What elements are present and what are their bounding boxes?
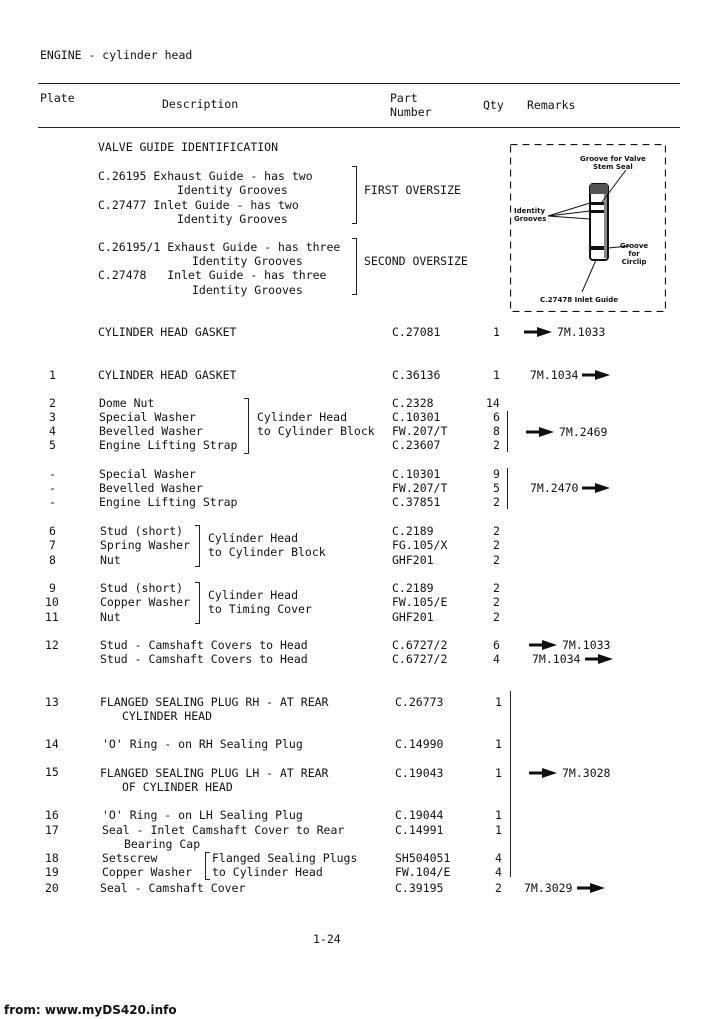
figure-caption: C.27478 Inlet Guide [540, 296, 618, 304]
gasket-a-remark: 7M.1033 [557, 325, 606, 339]
r17-qty: 1 [495, 823, 502, 837]
page-title: ENGINE - cylinder head [40, 48, 193, 62]
r13-plate: 13 [45, 695, 59, 709]
g4-desc: Copper Washer [100, 595, 191, 609]
g4-part: GHF201 [392, 610, 434, 624]
valve-guide-first-4: Identity Grooves [177, 212, 288, 226]
figure-label-identity: Identity Grooves [514, 207, 547, 223]
g2-qty: 9 [493, 467, 500, 481]
second-oversize-bracket [352, 238, 357, 295]
arrow-right-icon [526, 427, 554, 437]
r18-desc: Setscrew [102, 851, 158, 865]
r15-desc: OF CYLINDER HEAD [122, 780, 233, 794]
g1-qty: 2 [493, 438, 500, 452]
valve-guide-second-1: C.26195/1 Exhaust Guide - has three [98, 240, 341, 254]
r13-part: C.26773 [395, 695, 444, 709]
gasket-b-desc: CYLINDER HEAD GASKET [98, 368, 237, 382]
header-rule-top [38, 83, 680, 84]
g1-desc: Dome Nut [99, 396, 155, 410]
header-description: Description [162, 97, 239, 111]
g2-part: C.37851 [392, 495, 441, 509]
r12-desc: Stud - Camshaft Covers to Head [100, 638, 308, 652]
gasket-a-qty: 1 [493, 325, 500, 339]
g3-plate: 8 [49, 553, 56, 567]
g1-desc: Special Washer [99, 410, 196, 424]
r17-plate: 17 [45, 823, 59, 837]
g1-qty: 8 [493, 424, 500, 438]
arrow-right-icon [529, 640, 557, 650]
g2-remark-bar [507, 468, 508, 509]
header-rule-bottom [38, 127, 680, 128]
g2-part: C.10301 [392, 467, 441, 481]
header-number: Number [390, 105, 432, 119]
g2-desc: Engine Lifting Strap [99, 495, 238, 509]
r15-qty: 1 [495, 766, 502, 780]
valve-guide-second-4: Identity Grooves [192, 283, 303, 297]
g1-desc: Engine Lifting Strap [99, 438, 238, 452]
g3-group-1: Cylinder Head [208, 531, 299, 545]
r19-desc: Copper Washer [102, 865, 193, 879]
r18-19-group-1: Flanged Sealing Plugs [212, 851, 358, 865]
r18-qty: 4 [495, 851, 502, 865]
r12-remark: 7M.1034 [532, 652, 581, 666]
g2-remark: 7M.2470 [530, 481, 579, 495]
r17-desc: Seal - Inlet Camshaft Cover to Rear [102, 823, 345, 837]
r14-part: C.14990 [395, 737, 444, 751]
valve-guide-first-2: Identity Grooves [177, 183, 288, 197]
r20-qty: 2 [495, 881, 502, 895]
g1-part: C.10301 [392, 410, 441, 424]
g2-part: FW.207/T [392, 481, 448, 495]
r13-desc: FLANGED SEALING PLUG RH - AT REAR [100, 695, 329, 709]
g4-group-2: to Timing Cover [208, 602, 312, 616]
g4-group-1: Cylinder Head [208, 588, 299, 602]
r18-19-group-2: to Cylinder Head [212, 865, 323, 879]
g1-desc: Bevelled Washer [99, 424, 203, 438]
r18-19-bracket [205, 852, 210, 880]
g3-part: FG.105/X [392, 538, 448, 552]
r16-desc: 'O' Ring - on LH Sealing Plug [102, 808, 303, 822]
g3-group-2: to Cylinder Block [208, 545, 326, 559]
r13-19-remark-bar [510, 691, 511, 877]
g3-bracket [195, 525, 200, 567]
r16-part: C.19044 [395, 808, 444, 822]
r15-desc: FLANGED SEALING PLUG LH - AT REAR [100, 766, 329, 780]
r14-qty: 1 [495, 737, 502, 751]
g2-plate: - [49, 495, 56, 509]
header-plate: Plate [40, 91, 75, 105]
g1-part: C.23607 [392, 438, 441, 452]
r12-desc: Stud - Camshaft Covers to Head [100, 652, 308, 666]
r20-remark: 7M.3029 [524, 881, 573, 895]
header-qty: Qty [483, 98, 504, 112]
valve-guide-figure [510, 144, 666, 312]
r14-plate: 14 [45, 737, 59, 751]
g1-group-1: Cylinder Head [257, 410, 348, 424]
r13-desc: CYLINDER HEAD [122, 709, 213, 723]
g1-remark: 7M.2469 [559, 425, 608, 439]
r14-desc: 'O' Ring - on RH Sealing Plug [102, 737, 303, 751]
gasket-b-qty: 1 [493, 368, 500, 382]
g3-desc: Nut [100, 553, 121, 567]
r12-plate: 12 [45, 638, 59, 652]
g3-desc: Spring Washer [100, 538, 191, 552]
gasket-b-part: C.36136 [392, 368, 441, 382]
g2-plate: - [49, 467, 56, 481]
figure-label-groove-seal: Groove for Valve Stem Seal [580, 155, 646, 171]
figure-label-groove-circlip: Groove for Circlip [620, 242, 649, 266]
g3-part: C.2189 [392, 524, 434, 538]
g3-plate: 7 [49, 538, 56, 552]
r20-part: C.39195 [395, 881, 444, 895]
r13-qty: 1 [495, 695, 502, 709]
arrow-right-icon [585, 654, 613, 664]
r20-desc: Seal - Camshaft Cover [100, 881, 246, 895]
page-number: 1-24 [313, 932, 341, 946]
g3-plate: 6 [49, 524, 56, 538]
arrow-right-icon [577, 883, 605, 893]
g1-remark-bar [507, 411, 508, 452]
g2-desc: Special Washer [99, 467, 196, 481]
g2-plate: - [49, 481, 56, 495]
g2-desc: Bevelled Washer [99, 481, 203, 495]
r16-qty: 1 [495, 808, 502, 822]
r12-remark: 7M.1033 [562, 638, 611, 652]
valve-guide-title: VALVE GUIDE IDENTIFICATION [98, 140, 279, 154]
g3-desc: Stud (short) [100, 524, 184, 538]
valve-guide-second-3: C.27478 Inlet Guide - has three [98, 268, 327, 282]
g4-desc: Nut [100, 610, 121, 624]
gasket-b-plate: 1 [49, 368, 56, 382]
r19-qty: 4 [495, 865, 502, 879]
r12-qty: 6 [493, 638, 500, 652]
r18-plate: 18 [45, 851, 59, 865]
g3-qty: 2 [493, 524, 500, 538]
g3-part: GHF201 [392, 553, 434, 567]
g1-qty: 14 [486, 396, 500, 410]
g1-plate: 2 [49, 396, 56, 410]
valve-guide-first-1: C.26195 Exhaust Guide - has two [98, 169, 313, 183]
r15-remark: 7M.3028 [562, 766, 611, 780]
g1-part: C.2328 [392, 396, 434, 410]
header-part: Part [390, 91, 418, 105]
r20-plate: 20 [45, 881, 59, 895]
g3-qty: 2 [493, 553, 500, 567]
arrow-right-icon [524, 327, 552, 337]
valve-guide-second-2: Identity Grooves [192, 254, 303, 268]
r12-part: C.6727/2 [392, 652, 448, 666]
g4-plate: 11 [45, 610, 59, 624]
r15-part: C.19043 [395, 766, 444, 780]
g1-plate: 4 [49, 424, 56, 438]
g4-part: FW.105/E [392, 595, 448, 609]
g1-qty: 6 [493, 410, 500, 424]
r18-part: SH504051 [395, 851, 451, 865]
g4-desc: Stud (short) [100, 581, 184, 595]
g4-plate: 9 [49, 581, 56, 595]
gasket-a-desc: CYLINDER HEAD GASKET [98, 325, 237, 339]
arrow-right-icon [582, 370, 610, 380]
first-oversize-bracket [352, 166, 357, 224]
g3-qty: 2 [493, 538, 500, 552]
first-oversize: FIRST OVERSIZE [364, 183, 461, 197]
g1-part: FW.207/T [392, 424, 448, 438]
g1-plate: 3 [49, 410, 56, 424]
arrow-right-icon [582, 483, 610, 493]
valve-guide-first-3: C.27477 Inlet Guide - has two [98, 198, 299, 212]
g4-qty: 2 [493, 581, 500, 595]
g1-group-2: to Cylinder Block [257, 424, 375, 438]
g4-bracket [195, 582, 200, 624]
g4-qty: 2 [493, 595, 500, 609]
r19-part: FW.104/E [395, 865, 451, 879]
r12-part: C.6727/2 [392, 638, 448, 652]
header-remarks: Remarks [527, 98, 576, 112]
g2-qty: 5 [493, 481, 500, 495]
arrow-right-icon [529, 768, 557, 778]
g4-plate: 10 [45, 595, 59, 609]
r12-qty: 4 [493, 652, 500, 666]
g1-plate: 5 [49, 438, 56, 452]
r17-part: C.14991 [395, 823, 444, 837]
g1-bracket [244, 398, 249, 454]
r19-plate: 19 [45, 865, 59, 879]
second-oversize: SECOND OVERSIZE [364, 254, 468, 268]
gasket-a-part: C.27081 [392, 325, 441, 339]
g4-part: C.2189 [392, 581, 434, 595]
r17-desc: Bearing Cap [124, 837, 201, 851]
g4-qty: 2 [493, 610, 500, 624]
source-footer: from: www.myDS420.info [4, 1003, 177, 1017]
gasket-b-remark: 7M.1034 [530, 368, 579, 382]
r15-plate: 15 [45, 765, 59, 779]
g2-qty: 2 [493, 495, 500, 509]
r16-plate: 16 [45, 808, 59, 822]
